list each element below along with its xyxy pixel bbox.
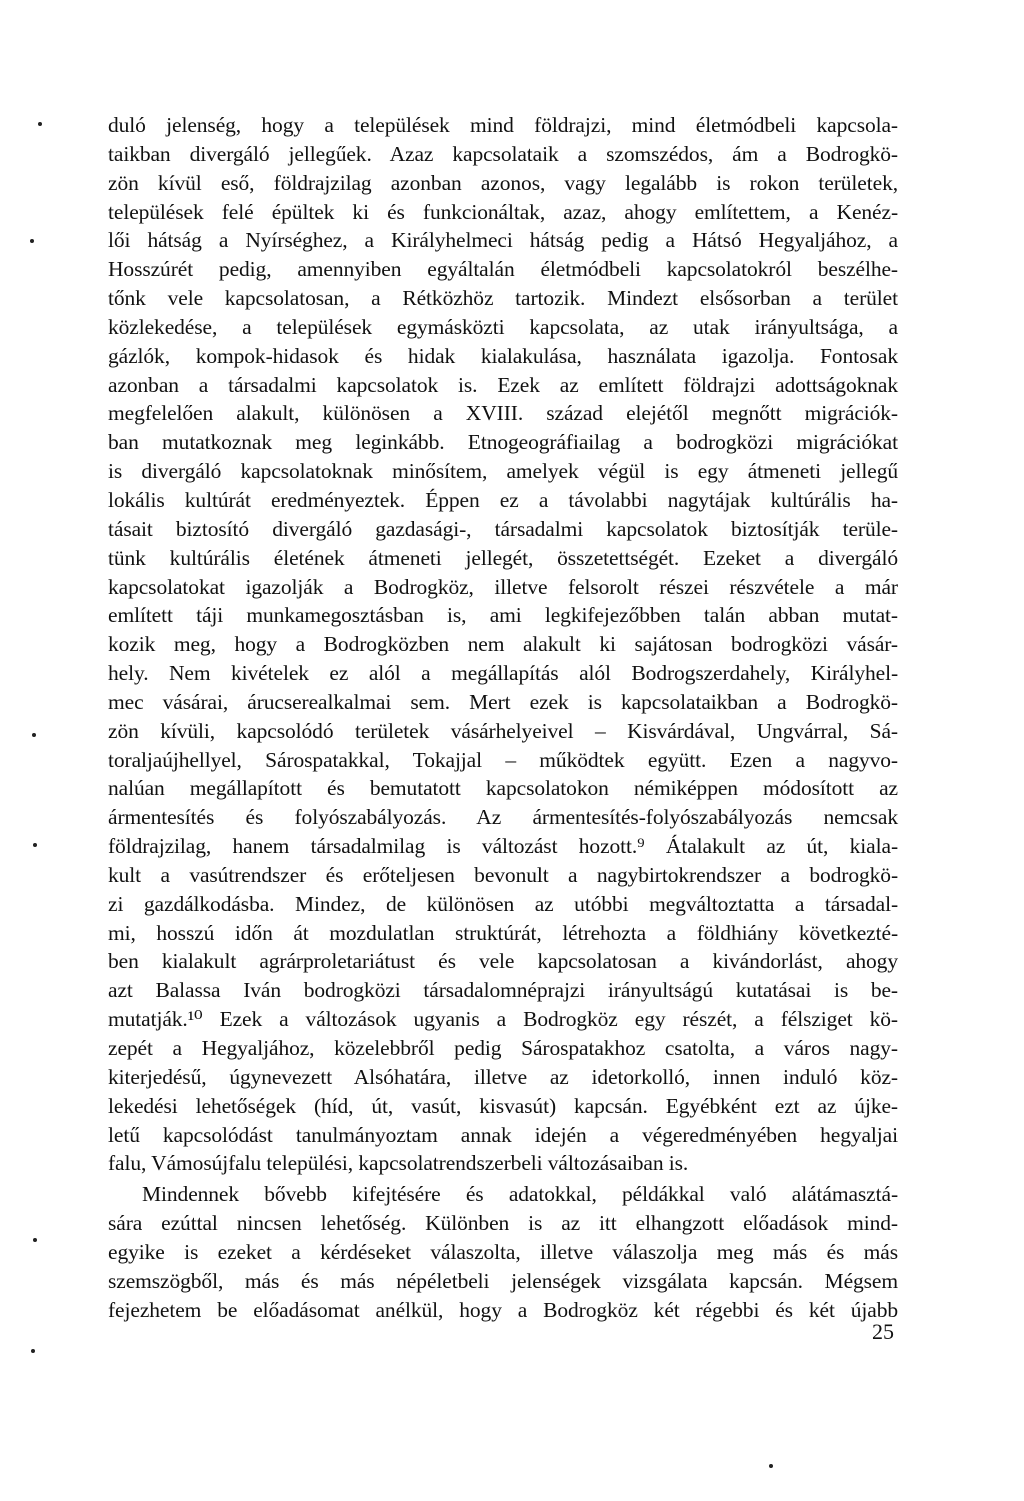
scan-speck (38, 122, 42, 126)
text-line: falu, Vámosújfalu települési, kapcsolatrendszerbeli változásaiban is. (108, 1151, 689, 1176)
scan-speck (33, 843, 37, 847)
text-line: megfelelően alakult, különösen a XVIII. század elejétől megnőtt migrációk- (108, 401, 898, 426)
text-line: tünk kultúrális életének átmeneti jellegét, összetettségét. Ezeket a divergáló (108, 545, 898, 570)
text-line: fejezhetem be előadásomat anélkül, hogy a Bodrogköz két régebbi és két újabb (108, 1297, 898, 1322)
text-line: toraljaújhellyel, Sárospatakkal, Tokajjal – működtek együtt. Ezen a nagyvo- (108, 747, 898, 772)
text-line: közlekedése, a települések egymásközti kapcsolata, az utak irányultsága, a (108, 314, 898, 339)
text-line: Hosszúrét pedig, amennyiben egyáltalán életmódbeli kapcsolatokról beszélhe- (108, 257, 898, 282)
text-line: egyike is ezeket a kérdéseket válaszolta, illetve válaszolja meg más és más (108, 1239, 898, 1264)
paragraph-1 (108, 111, 898, 1178)
text-line: gázlók, kompok-hidasok és hidak kialakulása, használata igazolja. Fontosak (108, 343, 898, 368)
text-line: kapcsolatokat igazolják a Bodrogköz, illetve felsorolt részei részvétele a már (108, 574, 898, 599)
text-line: tőnk vele kapcsolatosan, a Rétközhöz tartozik. Mindezt elsősorban a terület (108, 286, 898, 311)
scan-speck (30, 239, 34, 243)
scan-speck (33, 1238, 37, 1242)
paragraph-2 (108, 1180, 898, 1324)
text-line: lokális kultúrát eredményeztek. Éppen ez a távolabbi nagytájak kultúrális ha- (108, 487, 898, 512)
text-line: azonban a társadalmi kapcsolatok is. Ezek az említett földrajzi adottságoknak (108, 372, 898, 397)
scan-speck (769, 1464, 773, 1468)
text-line: szemszögből, más és más népéletbeli jelenségek vizsgálata kapcsán. Mégsem (108, 1268, 898, 1293)
text-line: mec vásárai, árucserealkalmai sem. Mert ezek is kapcsolataikban a Bodrogkö- (108, 689, 898, 714)
text-line: lői hátság a Nyírséghez, a Királyhelmeci hátság pedig a Hátsó Hegyaljához, a (108, 228, 898, 253)
text-line: taikban divergáló jellegűek. Azaz kapcsolataik a szomszédos, ám a Bodrogkö- (108, 141, 898, 166)
text-line: említett táji munkamegosztásban is, ami legkifejezőbben talán abban mutat- (108, 603, 898, 628)
text-line: letű kapcsolódást tanulmányoztam annak idején a végeredményében hegyaljai (108, 1122, 898, 1147)
page-number: 25 (872, 1319, 894, 1344)
text-line: települések felé épültek ki és funkcionáltak, azaz, ahogy említettem, a Kenéz- (108, 199, 898, 224)
text-line: mi, hosszú időn át mozdulatlan struktúrát, létrehozta a földhiány következté- (108, 920, 898, 945)
text-line: ben kialakult agrárproletariátust és vele kapcsolatosan a kivándorlást, ahogy (108, 949, 898, 974)
text-line: ban mutatkoznak meg leginkább. Etnogeográfiailag a bodrogközi migrációkat (108, 430, 898, 455)
text-line: hely. Nem kivételek ez alól a megállapítás alól Bodrogszerdahely, Királyhel- (108, 661, 898, 686)
text-line: sára ezúttal nincsen lehetőség. Különben is az itt elhangzott előadások mind- (108, 1211, 898, 1236)
body-text (108, 111, 898, 1324)
text-line: kozik meg, hogy a Bodrogközben nem alakult ki sajátosan bodrogközi vásár- (108, 632, 898, 657)
text-line: zepét a Hegyaljához, közelebbről pedig Sárospatakhoz csatolta, a város nagy- (108, 1036, 898, 1060)
text-line: kult a vasútrendszer és erőteljesen bevonult a nagybirtokrendszer a bodrogkö- (108, 862, 898, 887)
text-line: zön kívül eső, földrajzilag azonban azonos, vagy legalább is rokon területek, (108, 170, 898, 195)
text-line: ármentesítés és folyószabályozás. Az ármentesítés-folyószabályozás nemcsak (108, 805, 898, 830)
text-line: Mindennek bővebb kifejtésére és adatokkal, példákkal való alátámasztá- (142, 1182, 898, 1207)
text-line: mutatják.¹⁰ Ezek a változások ugyanis a Bodrogköz egy részét, a félsziget kö- (108, 1007, 898, 1032)
text-line: tásait biztosító divergáló gazdasági-, társadalmi kapcsolatok biztosítják terüle- (108, 516, 898, 541)
text-line: zön kívüli, kapcsolódó területek vásárhelyeivel – Kisvárdával, Ungvárral, Sá- (108, 718, 898, 743)
text-line: lekedési lehetőségek (híd, út, vasút, kisvasút) kapcsán. Egyébként ezt az újke- (108, 1093, 898, 1118)
scan-speck (32, 733, 36, 737)
text-line: duló jelenség, hogy a települések mind földrajzi, mind életmódbeli kapcsola- (108, 113, 898, 137)
text-line: kiterjedésű, úgynevezett Alsóhatára, illetve az idetorkolló, innen induló köz- (108, 1064, 898, 1089)
text-line: is divergáló kapcsolatoknak minősítem, amelyek végül is egy átmeneti jellegű (108, 459, 898, 484)
scan-speck (31, 1349, 35, 1353)
text-line: földrajzilag, hanem társadalmilag is változást hozott.⁹ Átalakult az út, kiala- (108, 834, 898, 859)
text-line: nalúan megállapított és bemutatott kapcsolatokon némiképpen módosított az (108, 776, 898, 801)
text-line: azt Balassa Iván bodrogközi társadalomnéprajzi irányultságú kutatásai is be- (108, 978, 898, 1003)
text-line: zi gazdálkodásba. Mindez, de különösen az utóbbi megváltoztatta a társadal- (108, 891, 898, 916)
